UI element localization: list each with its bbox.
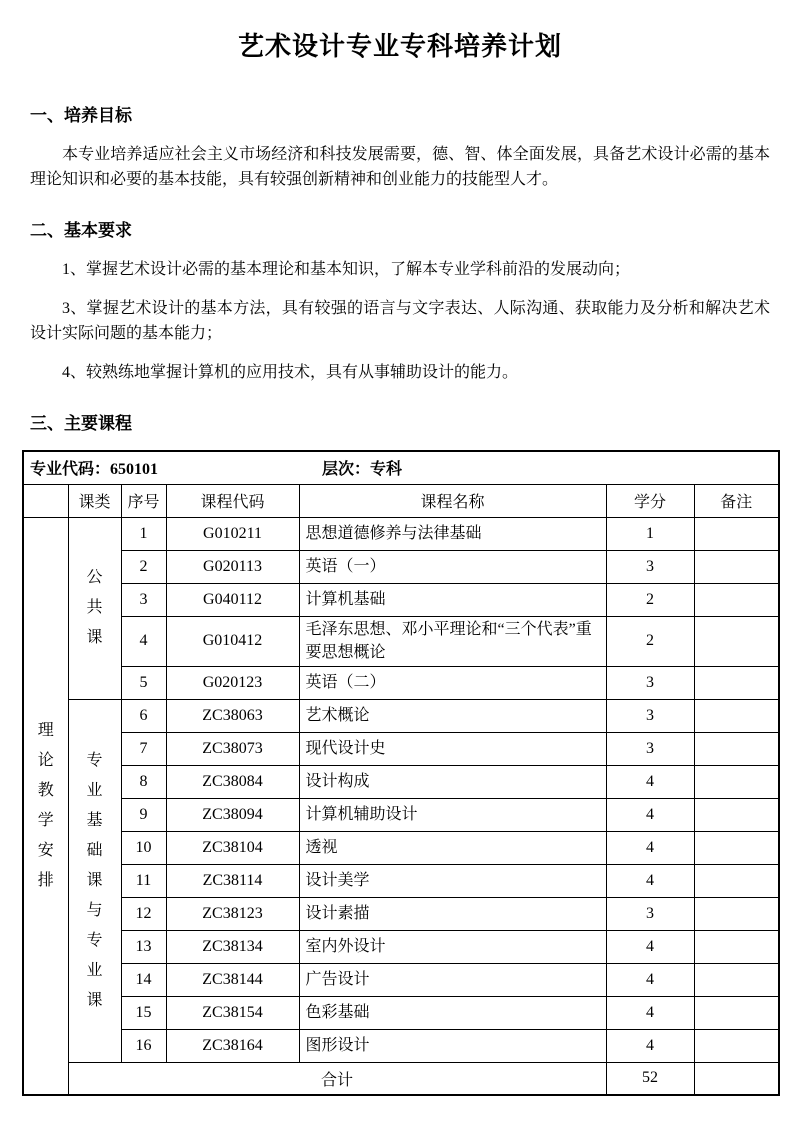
major-code-label: 专业代码：650101	[30, 461, 159, 479]
course-code: ZC38123	[166, 897, 299, 930]
course-note	[694, 897, 779, 930]
table-row	[23, 798, 779, 831]
course-no: 15	[121, 996, 166, 1029]
row-group-theory-teaching: 理 论 教 学 安 排	[23, 517, 68, 1095]
course-plan-table	[22, 450, 780, 1096]
course-credits: 4	[606, 996, 694, 1029]
course-credits: 1	[606, 517, 694, 550]
requirement-item-3: 3、掌握艺术设计的基本方法，具有较强的语言与文字表达、人际沟通、获取能力及分析和解决艺术设计实际问题的基本能力；	[30, 300, 770, 342]
course-no: 9	[121, 798, 166, 831]
course-no: 1	[121, 517, 166, 550]
total-label: 合计	[68, 1062, 606, 1095]
course-note	[694, 699, 779, 732]
course-name: 设计素描	[299, 897, 606, 930]
section-heading-main-courses: 三、主要课程	[30, 414, 132, 433]
course-no: 16	[121, 1029, 166, 1062]
course-name: 图形设计	[299, 1029, 606, 1062]
course-code: G010412	[166, 616, 299, 666]
table-header-row	[23, 484, 779, 517]
table-row	[23, 1029, 779, 1062]
course-credits: 2	[606, 616, 694, 666]
course-credits: 4	[606, 930, 694, 963]
course-note	[694, 732, 779, 765]
course-name: 毛泽东思想、邓小平理论和“三个代表”重要思想概论	[299, 616, 606, 666]
training-goal-paragraph: 本专业培养适应社会主义市场经济和科技发展需要，德、智、体全面发展，具备艺术设计必需的基本理论知识和必要的基本技能，具有较强创新精神和创业能力的技能型人才。	[30, 146, 770, 188]
course-name: 现代设计史	[299, 732, 606, 765]
course-note	[694, 583, 779, 616]
course-code: G040112	[166, 583, 299, 616]
course-credits: 4	[606, 864, 694, 897]
course-code: G020113	[166, 550, 299, 583]
course-credits: 3	[606, 699, 694, 732]
course-name: 艺术概论	[299, 699, 606, 732]
course-credits: 3	[606, 897, 694, 930]
course-credits: 2	[606, 583, 694, 616]
course-no: 11	[121, 864, 166, 897]
section-heading-training-goal: 一、培养目标	[30, 106, 132, 125]
course-code: ZC38134	[166, 930, 299, 963]
course-credits: 3	[606, 550, 694, 583]
page-title: 艺术设计专业专科培养计划	[237, 31, 562, 61]
table-row	[23, 666, 779, 699]
header-credits: 学分	[606, 484, 694, 517]
course-code: ZC38154	[166, 996, 299, 1029]
table-row	[23, 930, 779, 963]
course-credits: 4	[606, 1029, 694, 1062]
table-row	[23, 996, 779, 1029]
course-no: 5	[121, 666, 166, 699]
course-name: 设计美学	[299, 864, 606, 897]
course-code: ZC38063	[166, 699, 299, 732]
course-name: 英语（二）	[299, 666, 606, 699]
course-note	[694, 963, 779, 996]
course-name: 色彩基础	[299, 996, 606, 1029]
course-code: ZC38084	[166, 765, 299, 798]
table-row	[23, 517, 779, 550]
course-note	[694, 864, 779, 897]
table-row	[23, 831, 779, 864]
course-note	[694, 996, 779, 1029]
group-professional-courses: 专 业 基 础 课 与 专 业 课	[68, 699, 121, 1062]
course-name: 室内外设计	[299, 930, 606, 963]
course-name: 广告设计	[299, 963, 606, 996]
course-note	[694, 765, 779, 798]
table-total-row	[23, 1062, 779, 1095]
course-note	[694, 517, 779, 550]
course-credits: 3	[606, 732, 694, 765]
document-body	[0, 26, 800, 434]
course-code: ZC38104	[166, 831, 299, 864]
header-name: 课程名称	[299, 484, 606, 517]
table-meta-row	[23, 451, 779, 484]
course-credits: 4	[606, 963, 694, 996]
course-no: 3	[121, 583, 166, 616]
course-no: 4	[121, 616, 166, 666]
total-credits: 52	[606, 1062, 694, 1095]
course-no: 10	[121, 831, 166, 864]
header-note: 备注	[694, 484, 779, 517]
total-note	[694, 1062, 779, 1095]
table-row	[23, 699, 779, 732]
course-note	[694, 666, 779, 699]
requirement-item-1: 1、掌握艺术设计必需的基本理论和基本知识，了解本专业学科前沿的发展动向；	[62, 261, 631, 278]
table-row	[23, 732, 779, 765]
course-name: 思想道德修养与法律基础	[299, 517, 606, 550]
table-row	[23, 616, 779, 666]
course-no: 13	[121, 930, 166, 963]
course-note	[694, 798, 779, 831]
course-name: 计算机基础	[299, 583, 606, 616]
level-label: 层次：专科	[322, 461, 403, 479]
table-row	[23, 765, 779, 798]
course-credits: 3	[606, 666, 694, 699]
table-row	[23, 963, 779, 996]
course-code: G020123	[166, 666, 299, 699]
course-name: 设计构成	[299, 765, 606, 798]
course-no: 7	[121, 732, 166, 765]
header-spacer-cell	[23, 484, 68, 517]
course-code: ZC38164	[166, 1029, 299, 1062]
course-code: ZC38144	[166, 963, 299, 996]
table-meta-cell	[23, 451, 779, 484]
course-name: 计算机辅助设计	[299, 798, 606, 831]
course-code: ZC38094	[166, 798, 299, 831]
table-row	[23, 864, 779, 897]
course-note	[694, 1029, 779, 1062]
course-no: 14	[121, 963, 166, 996]
group-public-courses: 公 共 课	[68, 517, 121, 699]
section-heading-basic-requirements: 二、基本要求	[30, 221, 132, 240]
course-name: 透视	[299, 831, 606, 864]
course-note	[694, 550, 779, 583]
course-no: 8	[121, 765, 166, 798]
course-note	[694, 831, 779, 864]
course-name: 英语（一）	[299, 550, 606, 583]
course-credits: 4	[606, 798, 694, 831]
header-no: 序号	[121, 484, 166, 517]
course-code: ZC38114	[166, 864, 299, 897]
course-note	[694, 930, 779, 963]
requirement-item-4: 4、较熟练地掌握计算机的应用技术，具有从事辅助设计的能力。	[62, 364, 519, 381]
table-row	[23, 897, 779, 930]
course-credits: 4	[606, 831, 694, 864]
course-no: 6	[121, 699, 166, 732]
course-code: G010211	[166, 517, 299, 550]
course-credits: 4	[606, 765, 694, 798]
course-no: 2	[121, 550, 166, 583]
course-code: ZC38073	[166, 732, 299, 765]
course-note	[694, 616, 779, 666]
header-code: 课程代码	[166, 484, 299, 517]
course-no: 12	[121, 897, 166, 930]
table-row	[23, 550, 779, 583]
header-course-class: 课类	[68, 484, 121, 517]
table-row	[23, 583, 779, 616]
